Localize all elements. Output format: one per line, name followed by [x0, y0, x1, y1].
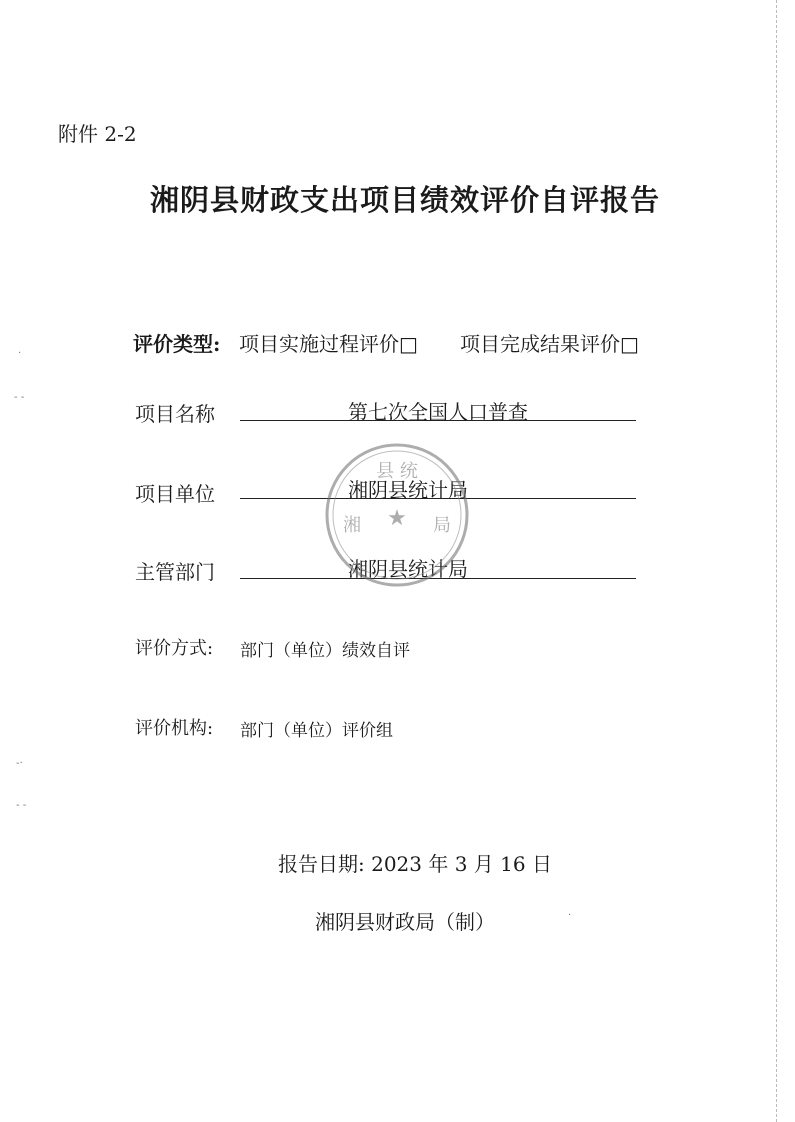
evaluation-type-label: 评价类型: [133, 332, 221, 356]
project-name-label: 项目名称 [135, 402, 215, 426]
evaluation-type-process-option[interactable]: 项目实施过程评价□ [239, 332, 418, 356]
scan-speck: - - [14, 392, 25, 403]
evaluation-method-label: 评价方式: [135, 638, 214, 659]
svg-text:★: ★ [387, 506, 407, 531]
scan-edge-line [776, 0, 777, 1122]
official-seal-stamp [322, 441, 472, 589]
svg-text:湘: 湘 [343, 515, 361, 536]
evaluation-type-result-option[interactable]: 项目完成结果评价□ [460, 332, 639, 356]
report-title: 湘阴县财政支出项目绩效评价自评报告 [150, 183, 661, 217]
svg-text:县 统: 县 统 [376, 461, 418, 482]
report-date: 报告日期: 2023 年 3 月 16 日 [278, 852, 552, 876]
project-name-value: 第七次全国人口普查 [348, 400, 528, 424]
attachment-number: 附件 2-2 [58, 122, 137, 146]
scan-speck: · [18, 348, 22, 359]
project-unit-label: 项目单位 [135, 482, 215, 506]
evaluation-institution-label: 评价机构: [135, 718, 214, 739]
scan-speck: -· [16, 758, 23, 769]
svg-text:局: 局 [433, 515, 451, 536]
scan-speck: - - [16, 800, 27, 811]
supervisor-value: 湘阴县统计局 [348, 557, 468, 581]
supervisor-label: 主管部门 [135, 560, 215, 584]
evaluation-institution-value: 部门（单位）评价组 [240, 721, 393, 741]
scan-speck: · [568, 910, 572, 921]
report-maker: 湘阴县财政局（制） [315, 910, 495, 934]
evaluation-method-value: 部门（单位）绩效自评 [240, 641, 410, 661]
project-unit-value: 湘阴县统计局 [348, 478, 468, 502]
